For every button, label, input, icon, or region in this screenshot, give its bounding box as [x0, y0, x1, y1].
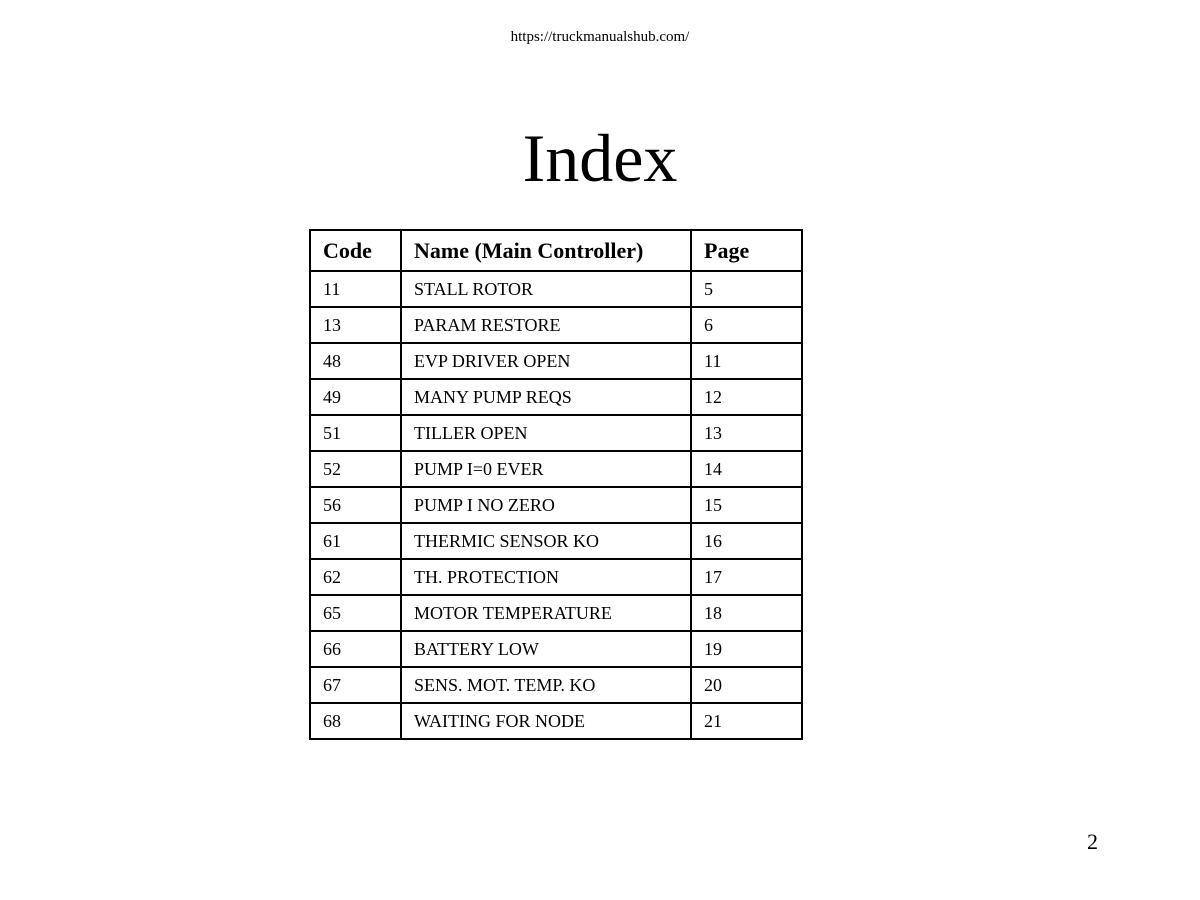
cell-name: EVP DRIVER OPEN — [401, 343, 691, 379]
cell-name: BATTERY LOW — [401, 631, 691, 667]
table-row — [310, 307, 802, 343]
table-header — [310, 230, 802, 271]
cell-page: 21 — [691, 703, 802, 739]
cell-page: 19 — [691, 631, 802, 667]
table-row — [310, 667, 802, 703]
table-row — [310, 379, 802, 415]
cell-name: TILLER OPEN — [401, 415, 691, 451]
page-title: Index — [522, 120, 678, 196]
column-header-code: Code — [310, 230, 401, 271]
cell-name: MANY PUMP REQS — [401, 379, 691, 415]
cell-code: 62 — [310, 559, 401, 595]
column-header-page: Page — [691, 230, 802, 271]
table-row — [310, 703, 802, 739]
table-header-row — [310, 230, 802, 271]
cell-name: PUMP I NO ZERO — [401, 487, 691, 523]
cell-code: 49 — [310, 379, 401, 415]
table-row — [310, 595, 802, 631]
cell-page: 20 — [691, 667, 802, 703]
cell-name: THERMIC SENSOR KO — [401, 523, 691, 559]
table-row — [310, 271, 802, 307]
table-row — [310, 343, 802, 379]
cell-page: 13 — [691, 415, 802, 451]
table-row — [310, 451, 802, 487]
column-header-name: Name (Main Controller) — [401, 230, 691, 271]
table-body — [310, 271, 802, 739]
cell-code: 11 — [310, 271, 401, 307]
header-url: https://truckmanualshub.com/ — [510, 29, 690, 45]
cell-name: STALL ROTOR — [401, 271, 691, 307]
index-table — [309, 229, 803, 740]
table-row — [310, 631, 802, 667]
cell-page: 17 — [691, 559, 802, 595]
cell-name: MOTOR TEMPERATURE — [401, 595, 691, 631]
cell-name: PARAM RESTORE — [401, 307, 691, 343]
cell-code: 51 — [310, 415, 401, 451]
cell-code: 61 — [310, 523, 401, 559]
cell-page: 6 — [691, 307, 802, 343]
cell-page: 14 — [691, 451, 802, 487]
cell-page: 15 — [691, 487, 802, 523]
table-row — [310, 559, 802, 595]
cell-page: 11 — [691, 343, 802, 379]
cell-name: SENS. MOT. TEMP. KO — [401, 667, 691, 703]
cell-page: 16 — [691, 523, 802, 559]
cell-name: WAITING FOR NODE — [401, 703, 691, 739]
cell-name: TH. PROTECTION — [401, 559, 691, 595]
cell-name: PUMP I=0 EVER — [401, 451, 691, 487]
page-number: 2 — [1087, 829, 1098, 854]
cell-page: 5 — [691, 271, 802, 307]
table-row — [310, 523, 802, 559]
table-row — [310, 415, 802, 451]
cell-code: 13 — [310, 307, 401, 343]
cell-page: 18 — [691, 595, 802, 631]
cell-code: 66 — [310, 631, 401, 667]
table-row — [310, 487, 802, 523]
cell-code: 56 — [310, 487, 401, 523]
cell-code: 52 — [310, 451, 401, 487]
cell-page: 12 — [691, 379, 802, 415]
cell-code: 67 — [310, 667, 401, 703]
cell-code: 48 — [310, 343, 401, 379]
cell-code: 68 — [310, 703, 401, 739]
cell-code: 65 — [310, 595, 401, 631]
